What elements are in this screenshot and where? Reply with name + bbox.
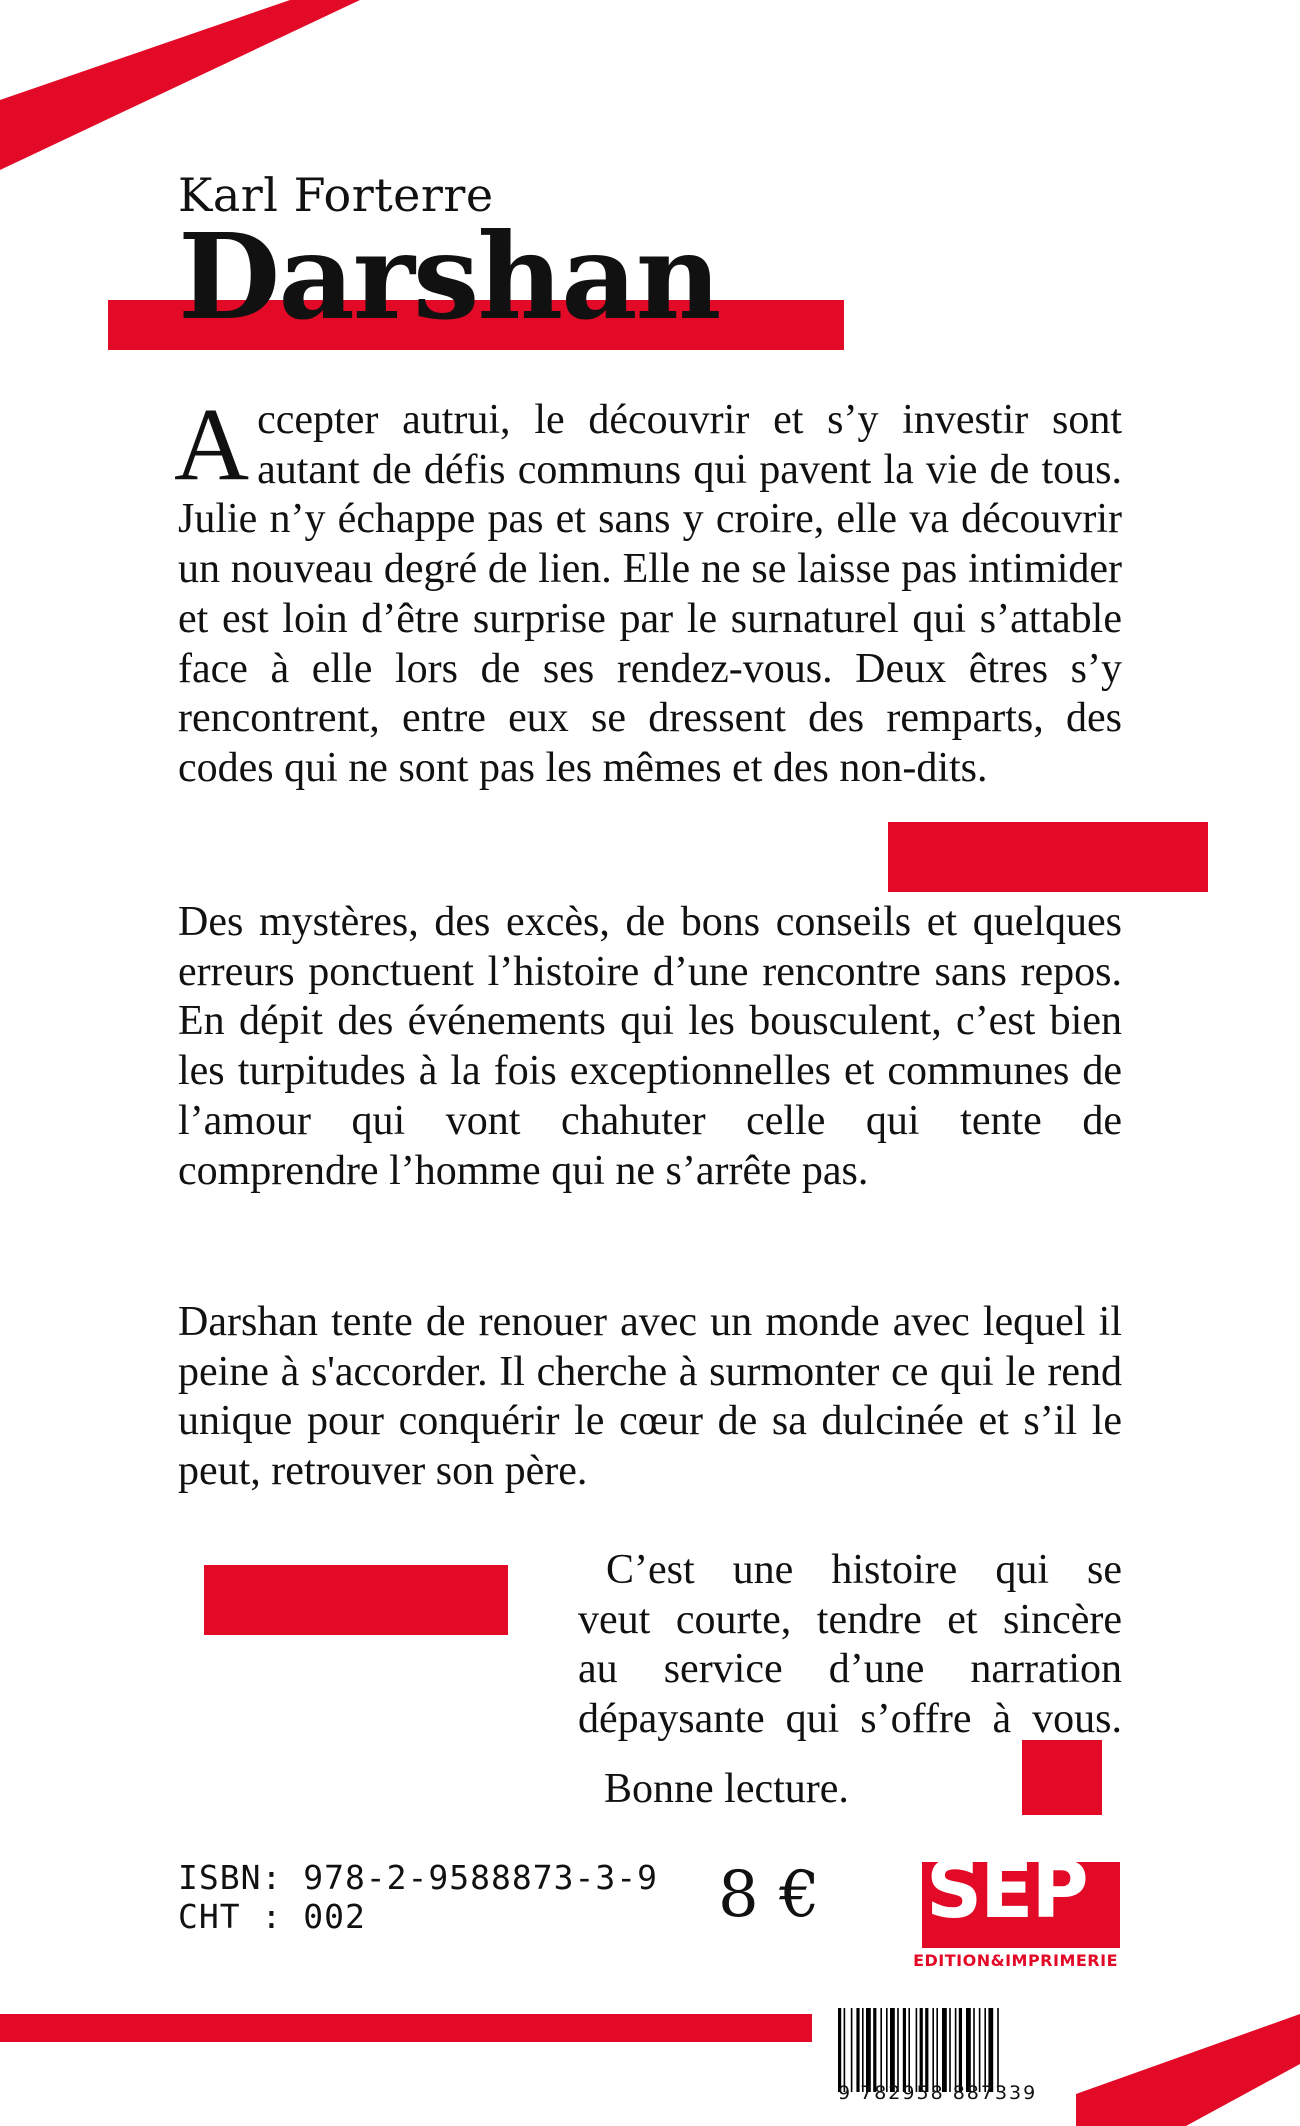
accent-square bbox=[1022, 1740, 1102, 1815]
blurb-paragraph-3: Darshan tente de renouer avec un monde avec lequel il peine à s'accorder. Il cherche à surmonter ce qui le rend unique pour conquérir le cœur de sa dulcinée et s’il le peut, retrouver son père. bbox=[178, 1299, 1122, 1495]
barcode-bar bbox=[838, 2008, 841, 2092]
barcode-bar bbox=[880, 2008, 882, 2092]
barcode-bar bbox=[955, 2008, 957, 2092]
barcode-bar bbox=[916, 2008, 918, 2092]
barcode-bar bbox=[936, 2008, 938, 2092]
blurb-paragraph-2: Des mystères, des excès, de bons conseils et quelques erreurs ponctuent l’histoire d’une rencontre sans repos. En dépit des événements qui les bousculent, c’est bien les turpitudes à la fois exceptionnelles et communes de l’amour qui vont chahuter celle qui tente de comprendre l’homme qui ne s’arrête pas. bbox=[178, 899, 1122, 1194]
blurb-paragraph-1 bbox=[174, 387, 1122, 794]
blurb-paragraph-4 bbox=[578, 1546, 1122, 1745]
price: 8 € bbox=[718, 1858, 820, 1932]
blurb-paragraph-1-text: ccepter autrui, le découvrir et s’y investir sont autant de défis communs qui pavent la vie de tous. Julie n’y échappe pas et sans y croire, elle va découvrir un nouveau degré de lien. Elle ne se laisse pas intimider et est loin d’être surprise par le surnaturel qui s’attable face à elle lors de ses rendez-vous. Deux êtres s’y rencontrent, entre eux se dressent des remparts, des codes qui ne sont pas les mêmes et des non-dits. bbox=[178, 397, 1122, 791]
barcode-bar bbox=[925, 2008, 928, 2092]
barcode-bar bbox=[886, 2008, 888, 2092]
barcode-bar bbox=[966, 2008, 971, 2092]
isbn: ISBN: 978-2-9588873-3-9 bbox=[178, 1858, 658, 1897]
blurb-line: C’est une histoire qui se bbox=[606, 1547, 1122, 1593]
barcode-bar bbox=[851, 2008, 853, 2092]
barcode-bar bbox=[862, 2008, 864, 2092]
publisher-logo-text: SEP bbox=[926, 1846, 1087, 1936]
accent-block-right bbox=[888, 822, 1208, 892]
barcode-bar bbox=[984, 2008, 986, 2092]
publisher-logo bbox=[913, 1846, 1120, 1970]
corner-stripe-top-left bbox=[0, 0, 360, 170]
barcode-bar bbox=[890, 2008, 895, 2092]
barcode-digits: 9 782958 887339 bbox=[838, 2082, 1038, 2104]
barcode-bar bbox=[959, 2008, 962, 2092]
blurb-line: veut courte, tendre et sincère bbox=[578, 1596, 1122, 1643]
blurb-line: au service d’une narration bbox=[578, 1646, 1122, 1693]
barcode-bar bbox=[903, 2008, 906, 2092]
bottom-stripe-bar bbox=[0, 2014, 812, 2042]
barcode-bar bbox=[973, 2008, 975, 2092]
barcode-bar bbox=[979, 2008, 981, 2092]
publisher-logo-subtitle: EDITION&IMPRIMERIE bbox=[913, 1951, 1118, 1970]
cht-code: CHT : 002 bbox=[178, 1897, 366, 1936]
barcode-bar bbox=[866, 2008, 871, 2092]
barcode-bar bbox=[942, 2008, 947, 2092]
barcode-bar bbox=[988, 2008, 993, 2092]
barcode-bar bbox=[949, 2008, 951, 2092]
closing-line: Bonne lecture. bbox=[604, 1766, 849, 1812]
barcode-bar bbox=[856, 2008, 859, 2092]
barcode-bar bbox=[908, 2008, 910, 2092]
barcode-bar bbox=[997, 2008, 999, 2092]
author-name: Karl Forterre bbox=[178, 168, 494, 222]
barcode-bar bbox=[897, 2008, 899, 2092]
drop-cap: A bbox=[174, 387, 250, 502]
barcode-bar bbox=[844, 2008, 846, 2092]
barcode-bar bbox=[920, 2008, 923, 2092]
barcode-bar bbox=[873, 2008, 876, 2092]
book-title: Darshan bbox=[178, 207, 720, 346]
accent-block-left bbox=[204, 1565, 508, 1635]
corner-stripe-bottom-right bbox=[1076, 2014, 1300, 2126]
barcode-bar bbox=[932, 2008, 934, 2092]
blurb-line: dépaysante qui s’offre à vous. bbox=[578, 1696, 1122, 1743]
